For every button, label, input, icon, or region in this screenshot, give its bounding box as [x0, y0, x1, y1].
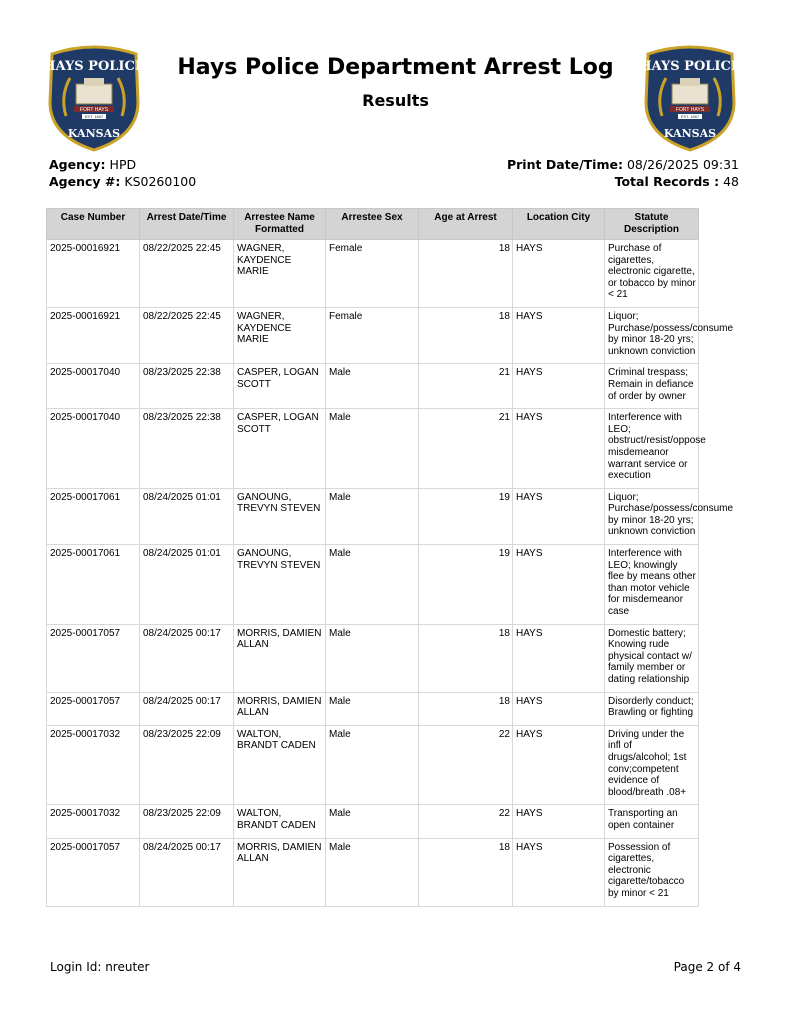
location-city-cell: HAYS: [513, 838, 605, 906]
arrestee-sex-cell: Male: [326, 409, 419, 489]
agency-number-line: [49, 173, 196, 190]
location-city-cell: HAYS: [513, 364, 605, 409]
location-city-cell: HAYS: [513, 692, 605, 725]
arrest-datetime-cell: 08/22/2025 22:45: [140, 240, 234, 308]
statute-description-cell: Domestic battery; Knowing rude physical contact w/ family member or dating relationship: [605, 624, 699, 692]
print-info: [507, 156, 739, 190]
table-row: [47, 545, 699, 625]
login-id: Login Id: nreuter: [50, 960, 150, 974]
arrestee-name-cell: WAGNER, KAYDENCE MARIE: [234, 307, 326, 363]
arrestee-sex-cell: Male: [326, 692, 419, 725]
arrestee-sex-cell: Male: [326, 805, 419, 838]
total-records-line: [507, 173, 739, 190]
page-number: Page 2 of 4: [673, 960, 741, 974]
age-cell: 18: [419, 838, 513, 906]
arrest-datetime-cell: 08/23/2025 22:38: [140, 364, 234, 409]
statute-description-cell: Purchase of cigarettes, electronic cigarette, or tobacco by minor < 21: [605, 240, 699, 308]
arrestee-name-cell: GANOUNG, TREVYN STEVEN: [234, 545, 326, 625]
age-cell: 21: [419, 364, 513, 409]
arrest-datetime-cell: 08/24/2025 01:01: [140, 488, 234, 544]
svg-text:HAYS POLICE: HAYS POLICE: [44, 59, 144, 74]
location-city-cell: HAYS: [513, 545, 605, 625]
print-datetime-line: [507, 156, 739, 173]
svg-text:FORT HAYS: FORT HAYS: [79, 107, 109, 113]
agency-line: [49, 156, 196, 173]
agency-number-value: KS0260100: [124, 174, 197, 189]
case-number-cell: 2025-00017057: [47, 838, 140, 906]
arrest-datetime-cell: 08/24/2025 00:17: [140, 838, 234, 906]
column-header-arrest-datetime: Arrest Date/Time: [140, 209, 234, 240]
case-number-cell: 2025-00017040: [47, 409, 140, 489]
statute-description-cell: Interference with LEO; obstruct/resist/oppose misdemeanor warrant service or execution: [605, 409, 699, 489]
age-cell: 19: [419, 545, 513, 625]
arrestee-sex-cell: Male: [326, 725, 419, 805]
column-header-case-number: Case Number: [47, 209, 140, 240]
arrestee-name-cell: WALTON, BRANDT CADEN: [234, 725, 326, 805]
agency-number-label: Agency #:: [49, 174, 121, 189]
statute-description-cell: Possession of cigarettes, electronic cigarette/tobacco by minor < 21: [605, 838, 699, 906]
location-city-cell: HAYS: [513, 805, 605, 838]
arrestee-sex-cell: Male: [326, 624, 419, 692]
age-cell: 21: [419, 409, 513, 489]
table-row: [47, 409, 699, 489]
arrest-datetime-cell: 08/23/2025 22:38: [140, 409, 234, 489]
age-cell: 18: [419, 240, 513, 308]
svg-text:KANSAS: KANSAS: [67, 127, 121, 140]
svg-text:EST. 1867: EST. 1867: [84, 114, 104, 119]
table-row: [47, 364, 699, 409]
age-cell: 18: [419, 307, 513, 363]
statute-description-cell: Driving under the infl of drugs/alcohol; 1st conv;competent evidence of blood/breath .08+: [605, 725, 699, 805]
agency-label: Agency:: [49, 157, 106, 172]
statute-description-cell: Disorderly conduct; Brawling or fighting: [605, 692, 699, 725]
arrestee-name-cell: MORRIS, DAMIEN ALLAN: [234, 838, 326, 906]
location-city-cell: HAYS: [513, 307, 605, 363]
report-subtitle: Results: [362, 91, 429, 110]
table-header-row: [47, 209, 699, 240]
total-records-value: 48: [723, 174, 739, 189]
location-city-cell: HAYS: [513, 488, 605, 544]
case-number-cell: 2025-00017057: [47, 692, 140, 725]
age-cell: 22: [419, 805, 513, 838]
arrestee-sex-cell: Female: [326, 240, 419, 308]
location-city-cell: HAYS: [513, 725, 605, 805]
table-row: [47, 624, 699, 692]
arrest-datetime-cell: 08/23/2025 22:09: [140, 725, 234, 805]
age-cell: 18: [419, 624, 513, 692]
statute-description-cell: Liquor; Purchase/possess/consume by minor 18-20 yrs; unknown conviction: [605, 488, 699, 544]
arrest-datetime-cell: 08/22/2025 22:45: [140, 307, 234, 363]
agency-info: [49, 156, 196, 190]
statute-description-cell: Criminal trespass; Remain in defiance of order by owner: [605, 364, 699, 409]
location-city-cell: HAYS: [513, 624, 605, 692]
print-datetime-value: 08/26/2025 09:31: [626, 157, 739, 172]
table-row: [47, 805, 699, 838]
age-cell: 22: [419, 725, 513, 805]
arrestee-name-cell: CASPER, LOGAN SCOTT: [234, 409, 326, 489]
arrestee-sex-cell: Female: [326, 307, 419, 363]
svg-text:HAYS POLICE: HAYS POLICE: [640, 59, 740, 74]
report-title: Hays Police Department Arrest Log: [177, 55, 614, 80]
svg-text:EST. 1867: EST. 1867: [680, 114, 700, 119]
arrestee-name-cell: WALTON, BRANDT CADEN: [234, 805, 326, 838]
case-number-cell: 2025-00017040: [47, 364, 140, 409]
case-number-cell: 2025-00017032: [47, 725, 140, 805]
case-number-cell: 2025-00016921: [47, 240, 140, 308]
column-header-age-at-arrest: Age at Arrest: [419, 209, 513, 240]
table-row: [47, 838, 699, 906]
arrestee-name-cell: CASPER, LOGAN SCOTT: [234, 364, 326, 409]
arrest-datetime-cell: 08/24/2025 00:17: [140, 692, 234, 725]
case-number-cell: 2025-00017057: [47, 624, 140, 692]
table-row: [47, 692, 699, 725]
arrest-log-table: [46, 208, 734, 907]
agency-value: HPD: [109, 157, 137, 172]
case-number-cell: 2025-00017032: [47, 805, 140, 838]
arrestee-sex-cell: Male: [326, 364, 419, 409]
case-number-cell: 2025-00017061: [47, 545, 140, 625]
arrestee-sex-cell: Male: [326, 488, 419, 544]
age-cell: 19: [419, 488, 513, 544]
arrestee-sex-cell: Male: [326, 838, 419, 906]
statute-description-cell: Liquor; Purchase/possess/consume by minor 18-20 yrs; unknown conviction: [605, 307, 699, 363]
column-header-location-city: Location City: [513, 209, 605, 240]
table-row: [47, 725, 699, 805]
column-header-statute-description: Statute Description: [605, 209, 699, 240]
statute-description-cell: Transporting an open container: [605, 805, 699, 838]
location-city-cell: HAYS: [513, 409, 605, 489]
location-city-cell: HAYS: [513, 240, 605, 308]
arrestee-name-cell: MORRIS, DAMIEN ALLAN: [234, 624, 326, 692]
arrestee-name-cell: MORRIS, DAMIEN ALLAN: [234, 692, 326, 725]
print-datetime-label: Print Date/Time:: [506, 157, 623, 172]
case-number-cell: 2025-00017061: [47, 488, 140, 544]
arrest-datetime-cell: 08/24/2025 00:17: [140, 624, 234, 692]
arrest-datetime-cell: 08/23/2025 22:09: [140, 805, 234, 838]
svg-text:FORT HAYS: FORT HAYS: [675, 107, 705, 113]
arrestee-sex-cell: Male: [326, 545, 419, 625]
case-number-cell: 2025-00016921: [47, 307, 140, 363]
arrestee-name-cell: GANOUNG, TREVYN STEVEN: [234, 488, 326, 544]
svg-text:KANSAS: KANSAS: [663, 127, 717, 140]
table-row: [47, 488, 699, 544]
table-row: [47, 307, 699, 363]
column-header-arrestee-name: Arrestee Name Formatted: [234, 209, 326, 240]
table-row: [47, 240, 699, 308]
total-records-label: Total Records :: [614, 174, 720, 189]
arrest-datetime-cell: 08/24/2025 01:01: [140, 545, 234, 625]
age-cell: 18: [419, 692, 513, 725]
statute-description-cell: Interference with LEO; knowingly flee by means other than motor vehicle for misdemeanor case: [605, 545, 699, 625]
column-header-arrestee-sex: Arrestee Sex: [326, 209, 419, 240]
arrestee-name-cell: WAGNER, KAYDENCE MARIE: [234, 240, 326, 308]
